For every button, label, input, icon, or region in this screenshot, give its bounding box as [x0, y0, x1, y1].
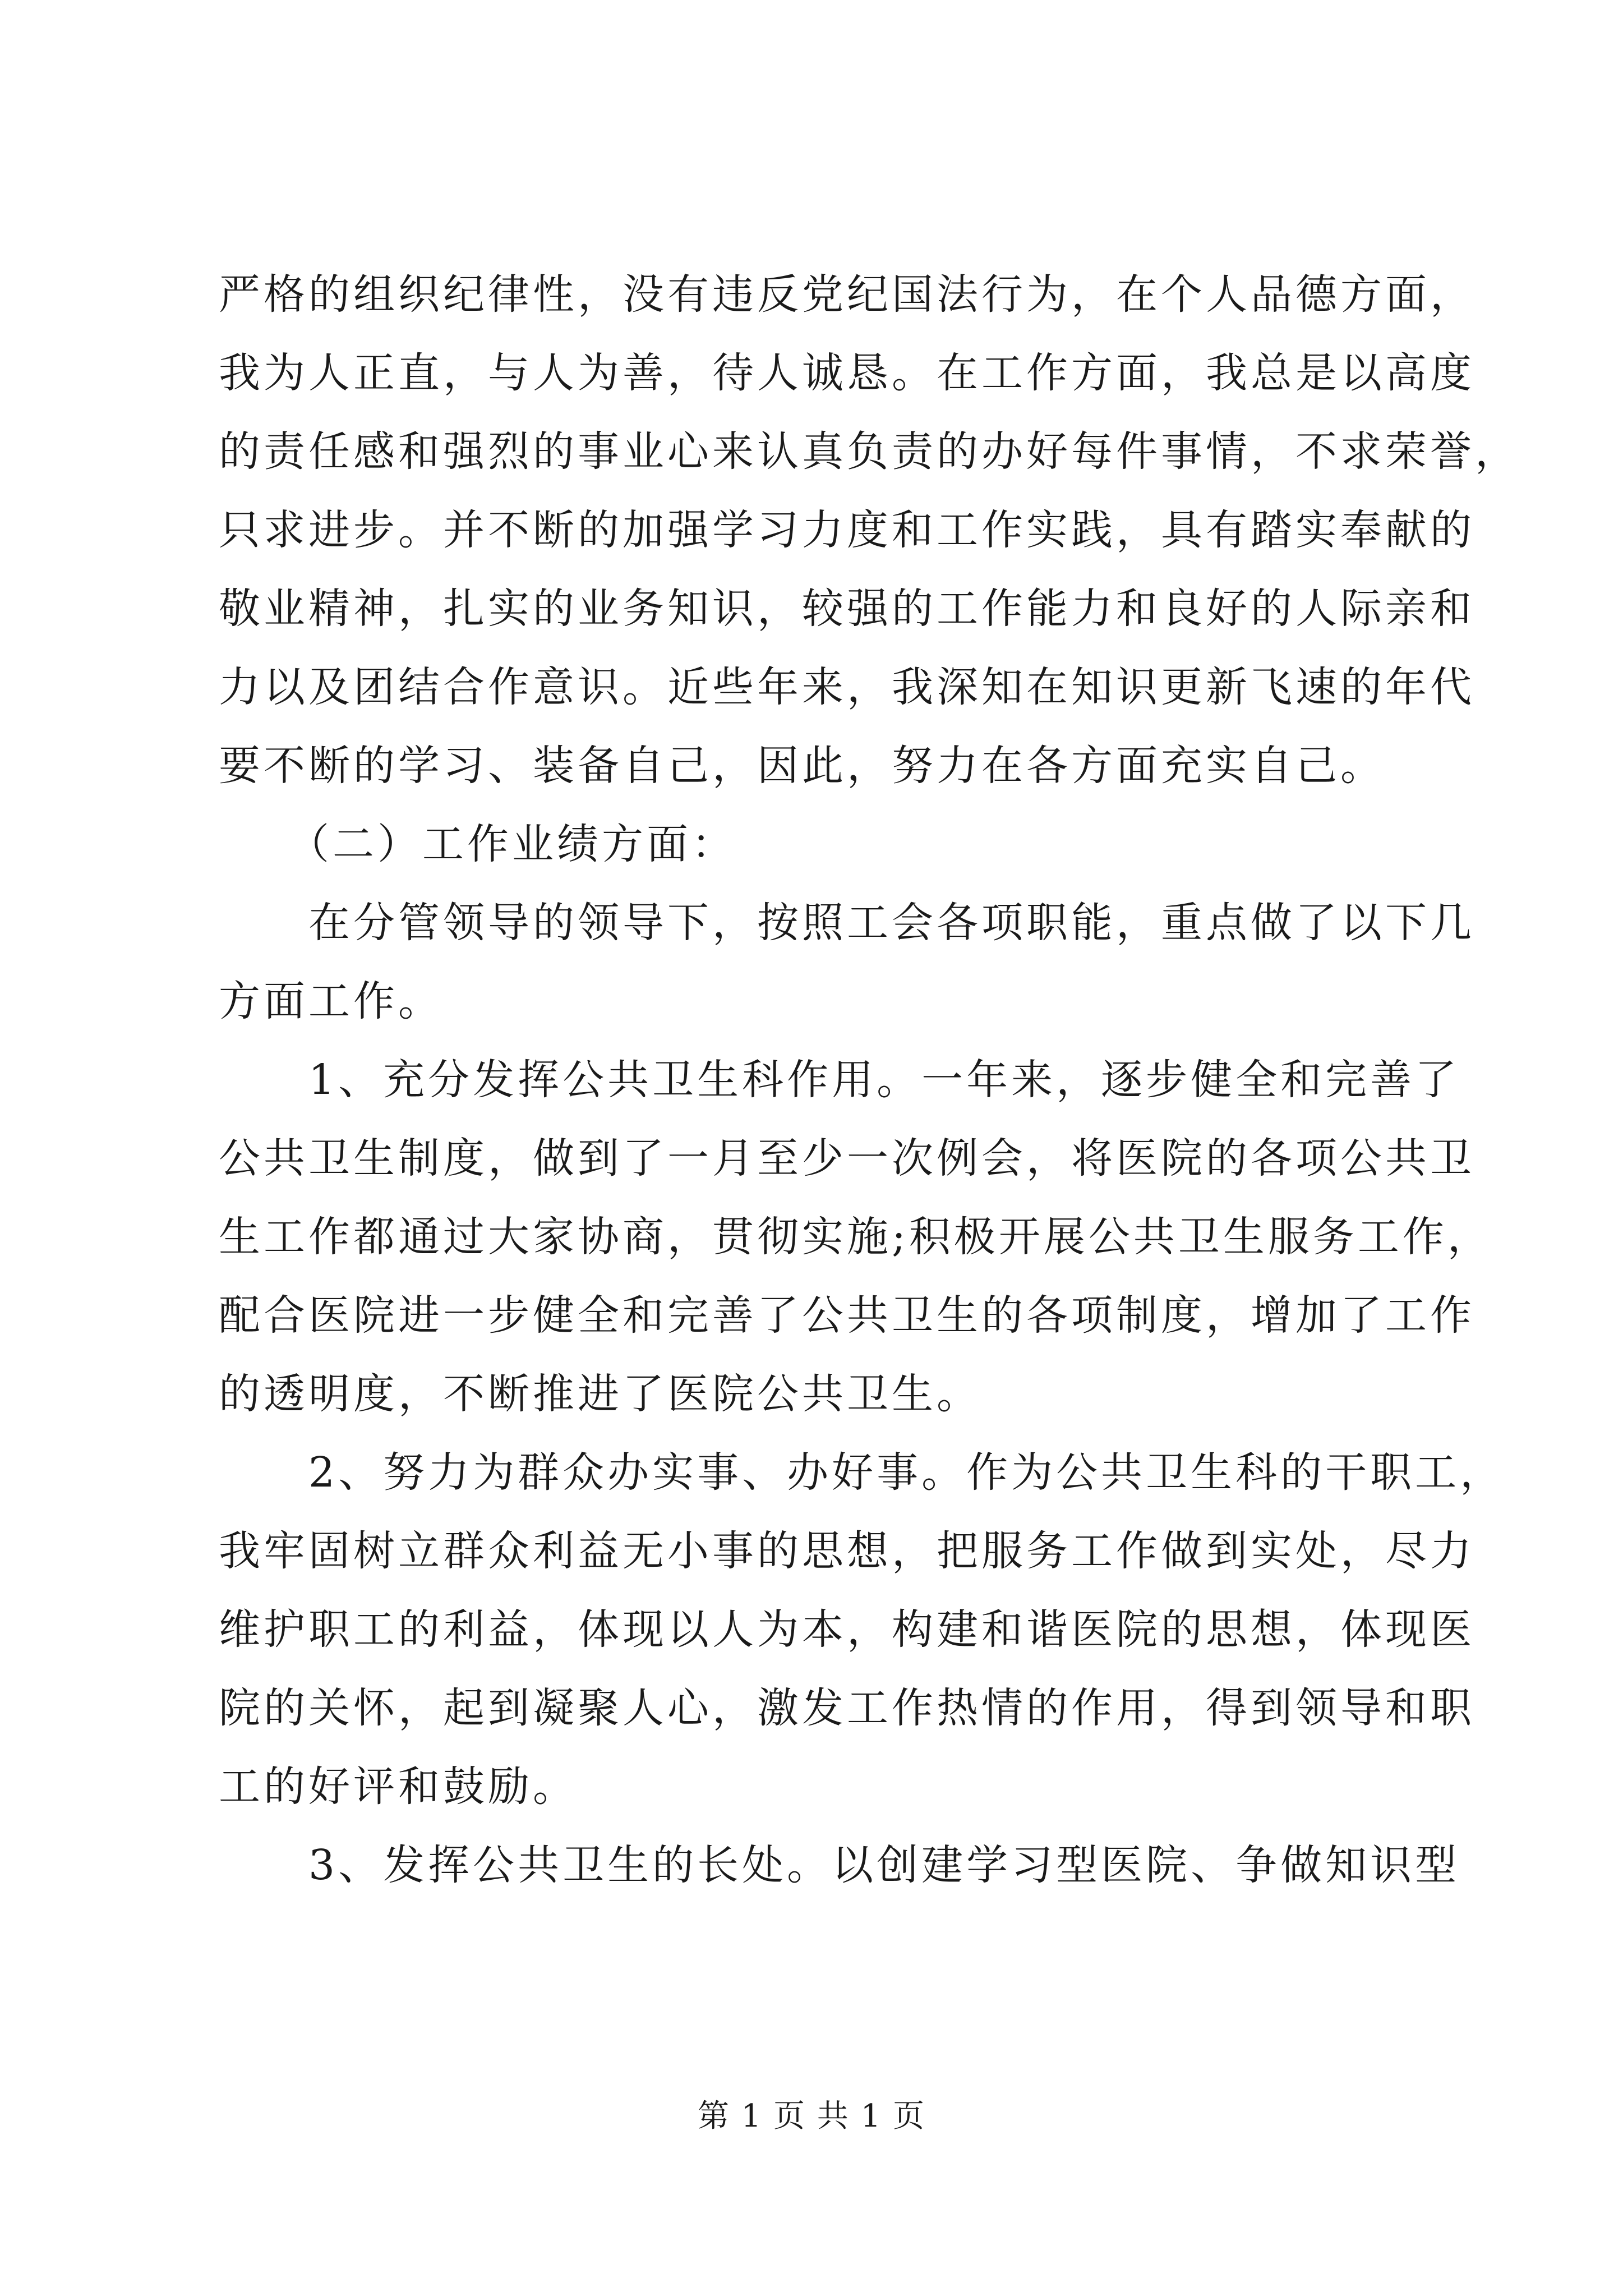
section-heading: （二）工作业绩方面：	[219, 820, 736, 868]
text-line: 1、充分发挥公共卫生科作用。一年来，逐步健全和完善了	[219, 1056, 1460, 1104]
text-line: 我为人正直，与人为善，待人诚恳。在工作方面，我总是以高度	[219, 349, 1475, 397]
text-line: 我牢固树立群众利益无小事的思想，把服务工作做到实处，尽力	[219, 1527, 1475, 1575]
text-line: 敬业精神，扎实的业务知识，较强的工作能力和良好的人际亲和	[219, 585, 1475, 633]
text-line: 力以及团结合作意识。近些年来，我深知在知识更新飞速的年代	[219, 663, 1475, 711]
text-line: 只求进步。并不断的加强学习力度和工作实践，具有踏实奉献的	[219, 506, 1475, 554]
text-line: 的责任感和强烈的事业心来认真负责的办好每件事情，不求荣誉，	[219, 427, 1520, 476]
text-line: 公共卫生制度，做到了一月至少一次例会，将医院的各项公共卫	[219, 1134, 1475, 1182]
text-line: 方面工作。	[219, 977, 443, 1025]
text-line: 要不断的学习、装备自己，因此，努力在各方面充实自己。	[219, 742, 1385, 790]
text-line: 3、发挥公共卫生的长处。以创建学习型医院、争做知识型	[219, 1841, 1460, 1889]
page-number-footer: 第 1 页 共 1 页	[697, 2098, 926, 2134]
text-line: 的透明度，不断推进了医院公共卫生。	[219, 1370, 981, 1418]
text-line: 院的关怀，起到凝聚人心，激发工作热情的作用，得到领导和职	[219, 1684, 1475, 1732]
text-line: 严格的组织纪律性，没有违反党纪国法行为，在个人品德方面，	[219, 270, 1475, 319]
text-line: 维护职工的利益，体现以人为本，构建和谐医院的思想，体现医	[219, 1605, 1475, 1654]
text-line: 配合医院进一步健全和完善了公共卫生的各项制度，增加了工作	[219, 1291, 1475, 1340]
text-line: 在分管领导的领导下，按照工会各项职能，重点做了以下几	[219, 899, 1475, 947]
text-line: 生工作都通过大家协商，贯彻实施;积极开展公共卫生服务工作，	[219, 1213, 1492, 1261]
text-line: 2、努力为群众办实事、办好事。作为公共卫生科的干职工，	[219, 1448, 1505, 1497]
document-body	[219, 255, 1520, 1904]
text-line: 工的好评和鼓励。	[219, 1763, 578, 1811]
